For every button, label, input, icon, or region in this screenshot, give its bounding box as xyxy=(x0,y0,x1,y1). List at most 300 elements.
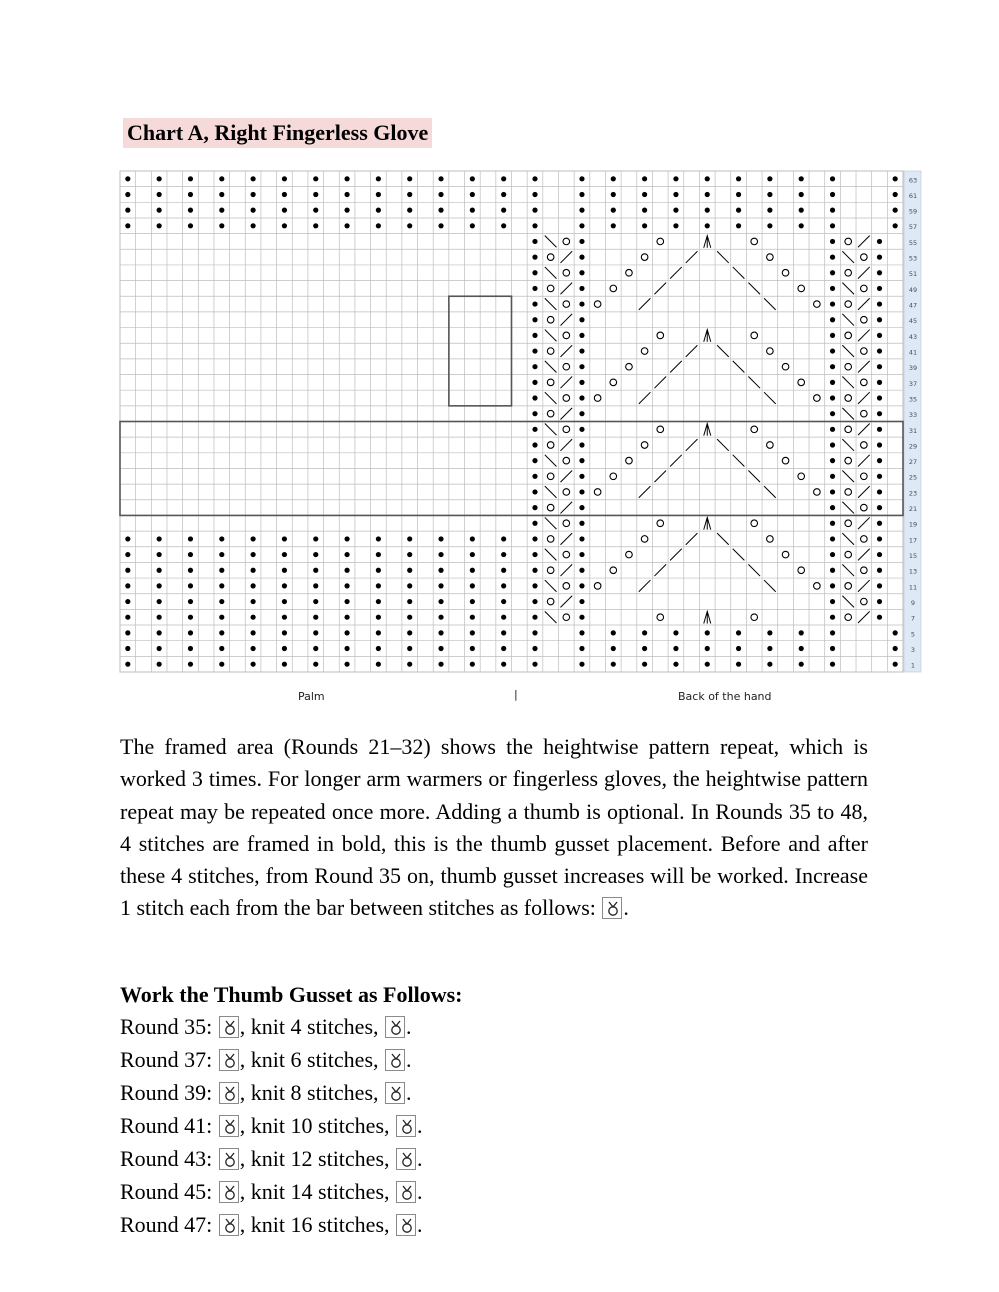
purl-stitch xyxy=(501,568,506,573)
round-period: . xyxy=(417,1179,423,1204)
purl-stitch xyxy=(313,176,318,181)
purl-stitch xyxy=(877,568,882,573)
row-number: 11 xyxy=(908,583,918,592)
round-text: , knit 14 stitches, xyxy=(239,1179,396,1204)
gusset-heading: Work the Thumb Gusset as Follows: xyxy=(120,982,463,1007)
purl-stitch xyxy=(579,223,584,228)
purl-stitch xyxy=(501,223,506,228)
purl-stitch xyxy=(642,630,647,635)
purl-stitch xyxy=(125,208,130,213)
purl-stitch xyxy=(877,333,882,338)
purl-stitch xyxy=(501,192,506,197)
round-instruction xyxy=(120,1210,423,1240)
purl-stitch xyxy=(219,662,224,667)
purl-stitch xyxy=(830,223,835,228)
purl-stitch xyxy=(125,662,130,667)
purl-stitch xyxy=(157,568,162,573)
row-number: 35 xyxy=(908,395,918,404)
purl-stitch xyxy=(407,223,412,228)
purl-stitch xyxy=(611,630,616,635)
purl-stitch xyxy=(877,364,882,369)
purl-stitch xyxy=(673,208,678,213)
row-number: 45 xyxy=(908,317,918,326)
round-period: . xyxy=(406,1014,412,1039)
purl-stitch xyxy=(767,223,772,228)
purl-stitch xyxy=(125,615,130,620)
purl-stitch xyxy=(893,223,898,228)
purl-stitch xyxy=(157,662,162,667)
row-number: 29 xyxy=(908,442,918,451)
purl-stitch xyxy=(501,536,506,541)
purl-stitch xyxy=(376,583,381,588)
round-label: Round 41: xyxy=(120,1113,218,1138)
purl-stitch xyxy=(125,223,130,228)
purl-stitch xyxy=(532,411,537,416)
purl-stitch xyxy=(579,333,584,338)
purl-stitch xyxy=(830,192,835,197)
round-text: , knit 4 stitches, xyxy=(239,1014,385,1039)
purl-stitch xyxy=(219,599,224,604)
purl-stitch xyxy=(767,192,772,197)
purl-stitch xyxy=(830,348,835,353)
row-number: 53 xyxy=(908,254,918,263)
purl-stitch xyxy=(219,208,224,213)
purl-stitch xyxy=(251,552,256,557)
round-text: , knit 12 stitches, xyxy=(239,1146,396,1171)
purl-stitch xyxy=(799,223,804,228)
purl-stitch xyxy=(344,646,349,651)
purl-stitch xyxy=(344,615,349,620)
purl-stitch xyxy=(611,662,616,667)
purl-stitch xyxy=(344,583,349,588)
purl-stitch xyxy=(376,223,381,228)
purl-stitch xyxy=(251,583,256,588)
purl-stitch xyxy=(470,599,475,604)
purl-stitch xyxy=(830,662,835,667)
purl-stitch xyxy=(438,208,443,213)
purl-stitch xyxy=(532,583,537,588)
row-number: 33 xyxy=(908,411,918,420)
purl-stitch xyxy=(532,348,537,353)
purl-stitch xyxy=(157,223,162,228)
purl-stitch xyxy=(532,599,537,604)
instructions-paragraph xyxy=(120,731,868,925)
purl-stitch xyxy=(579,270,584,275)
purl-stitch xyxy=(611,646,616,651)
purl-stitch xyxy=(282,583,287,588)
purl-stitch xyxy=(673,192,678,197)
purl-stitch xyxy=(532,176,537,181)
row-number: 13 xyxy=(908,567,918,576)
round-text: , knit 16 stitches, xyxy=(239,1212,396,1237)
purl-stitch xyxy=(470,223,475,228)
row-number: 57 xyxy=(908,223,918,232)
purl-stitch xyxy=(188,223,193,228)
row-number: 63 xyxy=(908,176,918,185)
purl-stitch xyxy=(532,380,537,385)
purl-stitch xyxy=(579,192,584,197)
purl-stitch xyxy=(532,192,537,197)
purl-stitch xyxy=(344,223,349,228)
purl-stitch xyxy=(470,568,475,573)
purl-stitch xyxy=(157,552,162,557)
purl-stitch xyxy=(611,223,616,228)
purl-stitch xyxy=(188,646,193,651)
purl-stitch xyxy=(438,176,443,181)
purl-stitch xyxy=(376,646,381,651)
purl-stitch xyxy=(877,255,882,260)
purl-stitch xyxy=(579,615,584,620)
purl-stitch xyxy=(313,208,318,213)
purl-stitch xyxy=(799,176,804,181)
purl-stitch xyxy=(736,208,741,213)
purl-stitch xyxy=(219,568,224,573)
purl-stitch xyxy=(438,615,443,620)
purl-stitch xyxy=(313,583,318,588)
round-period: . xyxy=(417,1212,423,1237)
purl-stitch xyxy=(188,599,193,604)
purl-stitch xyxy=(407,630,412,635)
purl-stitch xyxy=(251,208,256,213)
purl-stitch xyxy=(877,536,882,541)
make-one-increase-icon xyxy=(219,1016,239,1038)
purl-stitch xyxy=(705,630,710,635)
row-number: 51 xyxy=(908,270,918,279)
purl-stitch xyxy=(799,646,804,651)
purl-stitch xyxy=(157,176,162,181)
purl-stitch xyxy=(767,208,772,213)
purl-stitch xyxy=(219,552,224,557)
purl-stitch xyxy=(642,646,647,651)
purl-stitch xyxy=(501,646,506,651)
purl-stitch xyxy=(313,615,318,620)
purl-stitch xyxy=(830,411,835,416)
purl-stitch xyxy=(407,536,412,541)
purl-stitch xyxy=(470,583,475,588)
purl-stitch xyxy=(532,615,537,620)
purl-stitch xyxy=(125,536,130,541)
make-one-increase-icon xyxy=(219,1214,239,1236)
purl-stitch xyxy=(313,536,318,541)
purl-stitch xyxy=(157,630,162,635)
purl-stitch xyxy=(579,364,584,369)
purl-stitch xyxy=(830,599,835,604)
purl-stitch xyxy=(830,208,835,213)
make-one-increase-icon xyxy=(385,1049,405,1071)
row-number: 37 xyxy=(908,379,918,388)
purl-stitch xyxy=(407,208,412,213)
purl-stitch xyxy=(736,646,741,651)
purl-stitch xyxy=(579,521,584,526)
purl-stitch xyxy=(705,646,710,651)
back-of-hand-label: Back of the hand xyxy=(678,690,772,703)
purl-stitch xyxy=(125,552,130,557)
purl-stitch xyxy=(830,505,835,510)
row-number: 49 xyxy=(908,285,918,294)
purl-stitch xyxy=(893,662,898,667)
purl-stitch xyxy=(877,317,882,322)
round-label: Round 39: xyxy=(120,1080,218,1105)
purl-stitch xyxy=(877,583,882,588)
purl-stitch xyxy=(532,568,537,573)
purl-stitch xyxy=(830,646,835,651)
round-instruction xyxy=(120,1078,412,1108)
purl-stitch xyxy=(579,239,584,244)
purl-stitch xyxy=(125,630,130,635)
purl-stitch xyxy=(376,568,381,573)
purl-stitch xyxy=(344,662,349,667)
purl-stitch xyxy=(532,630,537,635)
purl-stitch xyxy=(877,458,882,463)
purl-stitch xyxy=(407,192,412,197)
purl-stitch xyxy=(219,583,224,588)
purl-stitch xyxy=(438,536,443,541)
instructions-text: The framed area (Rounds 21–32) shows the heightwise pattern repeat, which is worked 3 times. For longer arm warmers or fingerless gloves, the heightwise pattern repeat may be repeated once more. Adding a thumb is optional. In Rounds 35 to 48, 4 stitches are framed in bold, this is the thumb gusset placement. Before and after these 4 stitches, from Round 35 on, thumb gusset increases will be worked. Increase 1 stitch each from the bar between stitches as follows: xyxy=(120,734,868,921)
round-label: Round 45: xyxy=(120,1179,218,1204)
purl-stitch xyxy=(830,176,835,181)
purl-stitch xyxy=(532,239,537,244)
purl-stitch xyxy=(376,599,381,604)
purl-stitch xyxy=(642,176,647,181)
purl-stitch xyxy=(579,348,584,353)
purl-stitch xyxy=(673,646,678,651)
purl-stitch xyxy=(877,380,882,385)
purl-stitch xyxy=(579,176,584,181)
purl-stitch xyxy=(532,536,537,541)
purl-stitch xyxy=(799,662,804,667)
purl-stitch xyxy=(830,615,835,620)
purl-stitch xyxy=(219,615,224,620)
purl-stitch xyxy=(532,474,537,479)
purl-stitch xyxy=(532,223,537,228)
purl-stitch xyxy=(830,427,835,432)
purl-stitch xyxy=(282,192,287,197)
purl-stitch xyxy=(532,317,537,322)
purl-stitch xyxy=(705,208,710,213)
purl-stitch xyxy=(642,192,647,197)
row-number: 5 xyxy=(910,630,916,639)
round-text: , knit 8 stitches, xyxy=(239,1080,385,1105)
purl-stitch xyxy=(767,630,772,635)
purl-stitch xyxy=(877,286,882,291)
purl-stitch xyxy=(579,427,584,432)
purl-stitch xyxy=(251,662,256,667)
purl-stitch xyxy=(344,599,349,604)
purl-stitch xyxy=(705,662,710,667)
purl-stitch xyxy=(830,270,835,275)
purl-stitch xyxy=(313,192,318,197)
purl-stitch xyxy=(736,662,741,667)
make-one-increase-icon xyxy=(219,1082,239,1104)
purl-stitch xyxy=(344,568,349,573)
row-number: 43 xyxy=(908,332,918,341)
purl-stitch xyxy=(532,427,537,432)
purl-stitch xyxy=(282,630,287,635)
purl-stitch xyxy=(407,615,412,620)
purl-stitch xyxy=(125,646,130,651)
purl-stitch xyxy=(767,176,772,181)
purl-stitch xyxy=(830,380,835,385)
purl-stitch xyxy=(282,646,287,651)
purl-stitch xyxy=(642,223,647,228)
row-number: 55 xyxy=(908,238,918,247)
purl-stitch xyxy=(344,192,349,197)
purl-stitch xyxy=(313,646,318,651)
purl-stitch xyxy=(877,599,882,604)
purl-stitch xyxy=(532,395,537,400)
purl-stitch xyxy=(157,536,162,541)
purl-stitch xyxy=(736,223,741,228)
row-number: 19 xyxy=(908,520,918,529)
purl-stitch xyxy=(438,599,443,604)
row-number: 39 xyxy=(908,364,918,373)
purl-stitch xyxy=(877,489,882,494)
purl-stitch xyxy=(438,223,443,228)
purl-stitch xyxy=(219,176,224,181)
purl-stitch xyxy=(877,270,882,275)
purl-stitch xyxy=(532,333,537,338)
make-one-increase-icon xyxy=(602,897,622,919)
purl-stitch xyxy=(830,458,835,463)
purl-stitch xyxy=(579,583,584,588)
purl-stitch xyxy=(157,208,162,213)
make-one-increase-icon xyxy=(219,1181,239,1203)
purl-stitch xyxy=(188,552,193,557)
make-one-increase-icon xyxy=(219,1049,239,1071)
purl-stitch xyxy=(251,568,256,573)
purl-stitch xyxy=(376,552,381,557)
purl-stitch xyxy=(251,646,256,651)
purl-stitch xyxy=(579,380,584,385)
round-instruction xyxy=(120,1177,423,1207)
purl-stitch xyxy=(282,615,287,620)
purl-stitch xyxy=(438,583,443,588)
purl-stitch xyxy=(470,192,475,197)
purl-stitch xyxy=(893,176,898,181)
purl-stitch xyxy=(532,646,537,651)
purl-stitch xyxy=(219,630,224,635)
purl-stitch xyxy=(188,630,193,635)
purl-stitch xyxy=(125,583,130,588)
purl-stitch xyxy=(830,474,835,479)
purl-stitch xyxy=(470,646,475,651)
purl-stitch xyxy=(282,552,287,557)
purl-stitch xyxy=(579,662,584,667)
make-one-increase-icon xyxy=(385,1016,405,1038)
purl-stitch xyxy=(344,630,349,635)
purl-stitch xyxy=(736,630,741,635)
purl-stitch xyxy=(470,176,475,181)
purl-stitch xyxy=(830,317,835,322)
purl-stitch xyxy=(532,301,537,306)
purl-stitch xyxy=(830,630,835,635)
row-number: 9 xyxy=(910,598,916,607)
purl-stitch xyxy=(799,208,804,213)
round-label: Round 43: xyxy=(120,1146,218,1171)
row-number: 15 xyxy=(908,552,918,561)
make-one-increase-icon xyxy=(385,1082,405,1104)
round-instruction xyxy=(120,1144,423,1174)
purl-stitch xyxy=(282,176,287,181)
row-number: 17 xyxy=(908,536,918,545)
purl-stitch xyxy=(579,630,584,635)
purl-stitch xyxy=(251,192,256,197)
purl-stitch xyxy=(830,536,835,541)
purl-stitch xyxy=(877,505,882,510)
purl-stitch xyxy=(344,176,349,181)
purl-stitch xyxy=(877,395,882,400)
row-number: 31 xyxy=(908,426,918,435)
make-one-increase-icon xyxy=(396,1115,416,1137)
purl-stitch xyxy=(438,568,443,573)
round-text: , knit 10 stitches, xyxy=(239,1113,396,1138)
purl-stitch xyxy=(470,552,475,557)
purl-stitch xyxy=(877,427,882,432)
round-instruction xyxy=(120,1111,423,1141)
purl-stitch xyxy=(376,630,381,635)
purl-stitch xyxy=(313,599,318,604)
purl-stitch xyxy=(532,255,537,260)
purl-stitch xyxy=(282,568,287,573)
row-number: 23 xyxy=(908,489,918,498)
purl-stitch xyxy=(642,208,647,213)
purl-stitch xyxy=(282,536,287,541)
purl-stitch xyxy=(579,646,584,651)
purl-stitch xyxy=(767,662,772,667)
round-period: . xyxy=(417,1146,423,1171)
round-period: . xyxy=(417,1113,423,1138)
purl-stitch xyxy=(893,630,898,635)
purl-stitch xyxy=(313,223,318,228)
purl-stitch xyxy=(344,536,349,541)
purl-stitch xyxy=(251,615,256,620)
purl-stitch xyxy=(470,662,475,667)
purl-stitch xyxy=(877,442,882,447)
purl-stitch xyxy=(705,223,710,228)
purl-stitch xyxy=(251,536,256,541)
make-one-increase-icon xyxy=(219,1115,239,1137)
purl-stitch xyxy=(579,536,584,541)
purl-stitch xyxy=(282,662,287,667)
purl-stitch xyxy=(532,662,537,667)
purl-stitch xyxy=(251,599,256,604)
purl-stitch xyxy=(188,568,193,573)
purl-stitch xyxy=(376,662,381,667)
row-number: 27 xyxy=(908,458,918,467)
purl-stitch xyxy=(532,458,537,463)
purl-stitch xyxy=(313,662,318,667)
purl-stitch xyxy=(125,599,130,604)
purl-stitch xyxy=(532,505,537,510)
purl-stitch xyxy=(877,348,882,353)
purl-stitch xyxy=(282,599,287,604)
section-divider-mark: | xyxy=(514,688,518,701)
row-number: 7 xyxy=(910,614,916,623)
make-one-increase-icon xyxy=(396,1148,416,1170)
purl-stitch xyxy=(376,536,381,541)
purl-stitch xyxy=(877,615,882,620)
purl-stitch xyxy=(579,568,584,573)
purl-stitch xyxy=(407,568,412,573)
purl-stitch xyxy=(579,552,584,557)
purl-stitch xyxy=(830,442,835,447)
purl-stitch xyxy=(830,301,835,306)
purl-stitch xyxy=(673,630,678,635)
purl-stitch xyxy=(344,208,349,213)
purl-stitch xyxy=(579,395,584,400)
purl-stitch xyxy=(501,662,506,667)
purl-stitch xyxy=(893,646,898,651)
